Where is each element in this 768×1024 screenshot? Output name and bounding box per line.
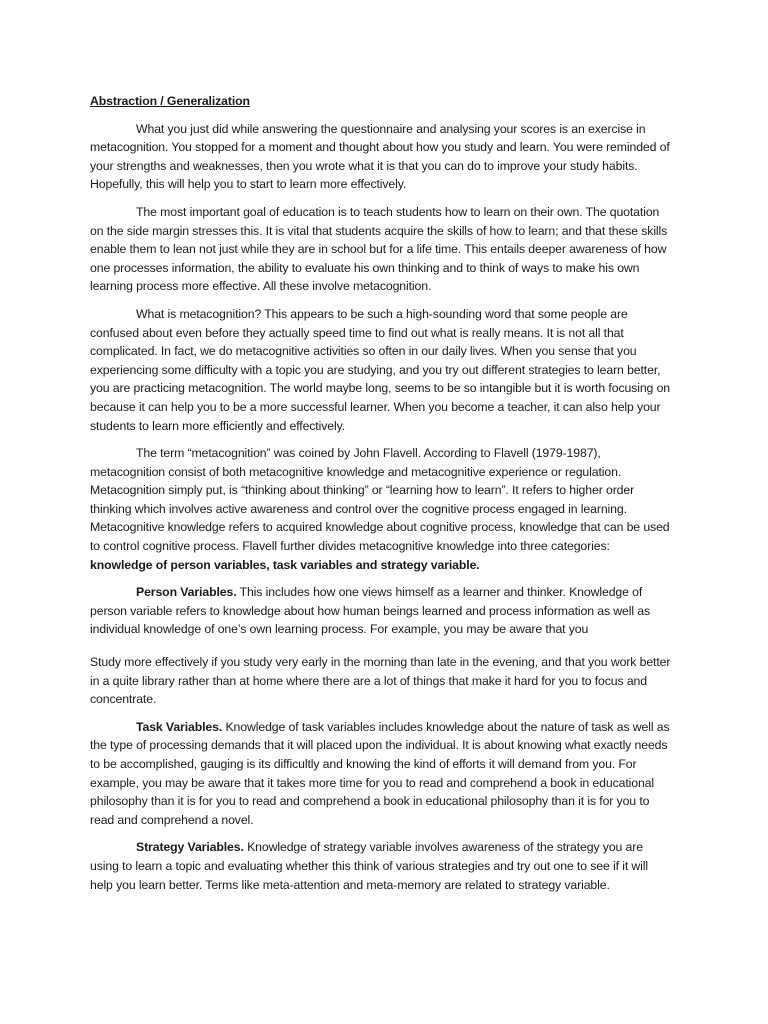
person-variables-text: This includes how one views himself as a learner and thinker. Knowledge of person variable refers to knowledge about how human beings learned and process information as well as individual knowledge of one’s own learning process. For example, you may be aware that you — [90, 585, 651, 637]
person-variables-lead: Person Variables. — [136, 585, 237, 600]
task-variables-text: Knowledge of task variables includes knowledge about the nature of task as well as the type of processing demands that it will placed upon the individual. It is about knowing what exactly needs to be accomplished, gauging is its difficultly and knowing the kind of efforts it will demand from you. For example, you may be aware that it takes more time for you to read and comprehend a book in educational philosophy than it is for you to read and comprehend a book in educational philosophy than it is for you to read and comprehend a novel. — [90, 719, 670, 827]
paragraph-intro: What you just did while answering the questionnaire and analysing your scores is an exercise in metacognition. You stopped for a moment and thought about how you study and learn. You were reminded of your strengths and weaknesses, then you wrote what it is that you can do to improve your study habits. Hopefully, this will help you to start to learn more effectively. — [90, 121, 670, 192]
paragraph-task-variables — [90, 718, 672, 830]
paragraph-flavell-text: The term “metacognition” was coined by John Flavell. According to Flavell (1979-1987), metacognition consist of both metacognitive knowledge and metacognitive experience or regulation. Metacognition simply put, is “thinking about thinking” or “learning how to learn”. It refers to higher order thinking which involves active awareness and control over the cognitive process engaged in learning. Metacognitive knowledge refers to acquired knowledge about cognitive process, knowledge that can be used to control cognitive process. Flavell further divides metacognitive knowledge into three categories: — [90, 446, 670, 554]
section-heading: Abstraction / Generalization — [90, 94, 250, 108]
strategy-variables-text: Knowledge of strategy variable involves awareness of the strategy you are using to learn a topic and evaluating whether this think of various strategies and try out one to see if it will help you learn better. Terms like meta-attention and meta-memory are related to strategy variable. — [90, 840, 649, 892]
task-variables-lead: Task Variables. — [136, 719, 223, 734]
paragraph-flavell-categories: knowledge of person variables, task variables and strategy variable. — [90, 557, 480, 572]
paragraph-strategy-variables — [90, 838, 672, 894]
paragraph-flavell — [90, 444, 672, 574]
document-page — [90, 92, 672, 903]
paragraph-goal: The most important goal of education is to teach students how to learn on their own. The quotation on the side margin stresses this. It is vital that students acquire the skills of how to learn; and that these skills enable them to lean not just while they are in school but for a life time. This entails deeper awareness of how one processes information, the ability to evaluate his own thinking and to think of ways to make his own learning process more effective. All these involve metacognition. — [90, 204, 668, 294]
strategy-variables-lead: Strategy Variables. — [136, 840, 244, 855]
paragraph-person-variables-continued: Study more effectively if you study very early in the morning than late in the evening, and that you work better in a quite library rather than at home where there are a lot of things that make it hard for you to focus and concentrate. — [90, 655, 671, 707]
paragraph-what-is-metacognition: What is metacognition? This appears to be such a high-sounding word that some people are confused about even before they actually speed time to find out what is really means. It is not all that complicated. In fact, we do metacognitive activities so often in our daily lives. When you sense that you experiencing some difficulty with a topic you are studying, and you try out different strategies to learn better, you are practicing metacognition. The world maybe long, seems to be so intangible but it is worth focusing on because it can help you to be a more successful learner. When you become a teacher, it can also help your students to learn more efficiently and effectively. — [90, 306, 671, 433]
paragraph-person-variables — [90, 583, 672, 639]
